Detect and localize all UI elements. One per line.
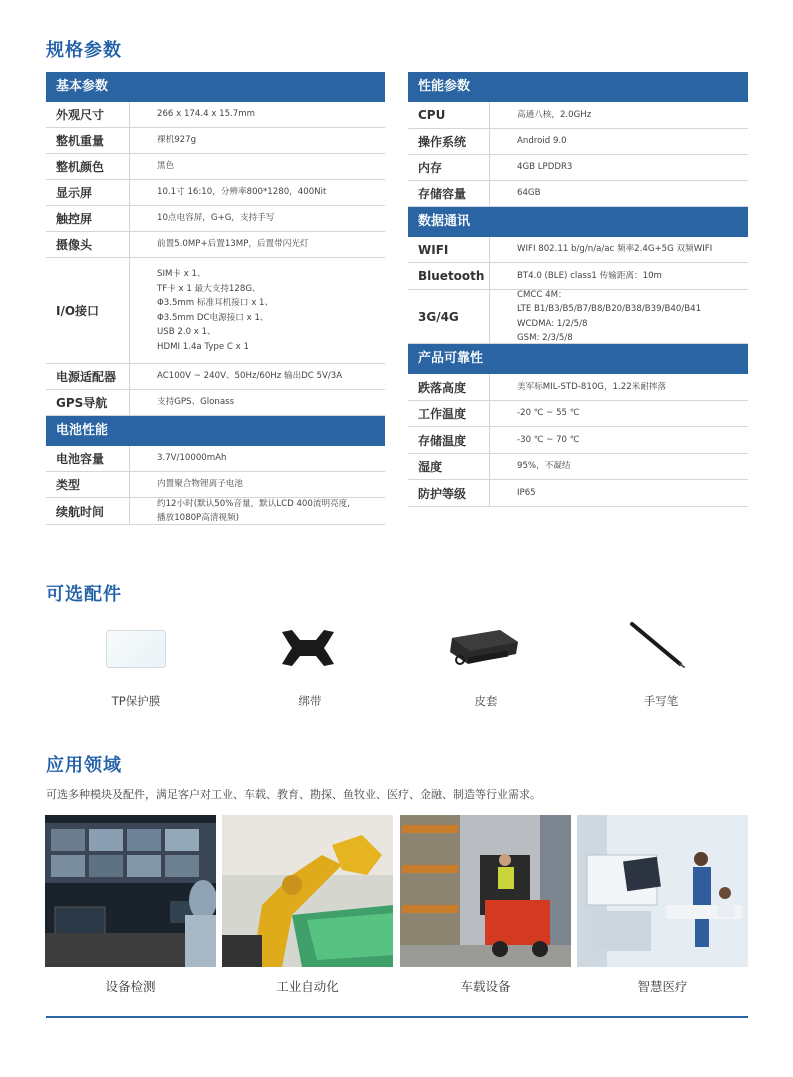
spec-row xyxy=(46,446,385,472)
spec-value xyxy=(490,288,748,346)
spec-value-line: CMCC 4M： xyxy=(517,289,567,300)
spec-value-line: Android 9.0 xyxy=(517,136,567,147)
spec-value xyxy=(490,242,748,257)
smart-healthcare-photo xyxy=(577,815,748,967)
spec-value-line: -20 ℃ ~ 55 ℃ xyxy=(517,408,580,419)
spec-value-line: IP65 xyxy=(517,487,536,498)
spec-value-line: 支持GPS、Glonass xyxy=(157,397,235,408)
spec-value xyxy=(130,237,385,252)
spec-value xyxy=(130,211,385,226)
spec-key: GPS导航 xyxy=(46,390,130,415)
spec-value-line: 64GB xyxy=(517,188,541,199)
bottom-divider xyxy=(46,1016,748,1018)
spec-row xyxy=(46,472,385,498)
spec-key: 湿度 xyxy=(408,454,490,479)
spec-value xyxy=(490,186,748,201)
communication-table xyxy=(408,237,748,344)
spec-value xyxy=(490,380,748,395)
spec-row xyxy=(408,427,748,454)
spec-key: Bluetooth xyxy=(408,263,490,289)
basic-params-table xyxy=(46,102,385,416)
spec-key: 存储温度 xyxy=(408,427,490,453)
accessory-label: 手写笔 xyxy=(643,694,679,708)
spec-value xyxy=(130,369,385,384)
spec-value-line: 约12小时(默认50%音量，默认LCD 400流明亮度, xyxy=(157,498,350,509)
left-spec-column xyxy=(46,72,385,525)
applications-description: 可选多种模块及配件，满足客户对工业、车载、教育、勘探、鱼牧业、医疗、金融、制造等行业需求。 xyxy=(46,788,541,801)
performance-header: 性能参数 xyxy=(408,72,748,102)
spec-value xyxy=(490,406,748,421)
spec-value-line: BT4.0 (BLE) class1 传输距离：10m xyxy=(517,270,662,281)
spec-value-line: 内置聚合物锂离子电池 xyxy=(157,479,243,490)
spec-value xyxy=(130,107,385,122)
spec-value xyxy=(490,160,748,175)
spec-value-line: 播放1080P高清视频) xyxy=(157,513,239,523)
spec-value xyxy=(490,459,748,474)
spec-key: 内存 xyxy=(408,155,490,180)
spec-value-line: SIM卡 x 1、 xyxy=(157,269,206,279)
spec-row xyxy=(408,480,748,507)
spec-value-line: 266 x 174.4 x 15.7mm xyxy=(157,109,255,120)
spec-key: 存储容量 xyxy=(408,181,490,206)
spec-value xyxy=(130,477,385,492)
application-label: 车载设备 xyxy=(460,979,511,994)
spec-row xyxy=(46,180,385,206)
spec-key: WIFI xyxy=(408,237,490,262)
spec-value-line: WIFI 802.11 b/g/n/a/ac 频率2.4G+5G 双频WIFI xyxy=(517,244,713,255)
spec-value-line: 高通八核，2.0GHz xyxy=(517,109,592,120)
accessories-title: 可选配件 xyxy=(46,584,122,605)
spec-value-line: 裸机927g xyxy=(157,135,197,146)
spec-value-line: 前置5.0MP+后置13MP，后置带闪光灯 xyxy=(157,239,309,250)
spec-key: 跌落高度 xyxy=(408,374,490,400)
spec-value xyxy=(130,267,385,354)
spec-value-line: USB 2.0 x 1、 xyxy=(157,327,216,337)
spec-value xyxy=(490,269,748,284)
leather-case-image xyxy=(444,624,524,672)
spec-key: 触控屏 xyxy=(46,206,130,231)
spec-key: 电池容量 xyxy=(46,446,130,471)
spec-key: 整机重量 xyxy=(46,128,130,153)
reliability-table xyxy=(408,374,748,507)
accessory-label: 皮套 xyxy=(474,694,498,708)
spec-row xyxy=(46,128,385,154)
performance-table xyxy=(408,102,748,207)
strap-image xyxy=(278,626,338,670)
spec-value-line: 黑色 xyxy=(157,161,175,172)
spec-value-line: 美军标MIL-STD-810G，1.22米耐摔落 xyxy=(517,381,667,392)
spec-value xyxy=(490,433,748,448)
application-label: 工业自动化 xyxy=(276,979,339,994)
spec-row xyxy=(46,154,385,180)
industrial-automation-photo xyxy=(222,815,393,967)
spec-row xyxy=(408,290,748,344)
spec-value xyxy=(130,159,385,174)
spec-value-line: TF卡 x 1 最大支持128G、 xyxy=(157,283,261,294)
spec-row xyxy=(408,129,748,155)
spec-value-line: HDMI 1.4a Type C x 1 xyxy=(157,341,249,352)
spec-row xyxy=(408,181,748,207)
spec-row xyxy=(46,498,385,525)
spec-row xyxy=(408,102,748,129)
application-label: 设备检测 xyxy=(105,979,156,994)
spec-row xyxy=(408,263,748,290)
spec-key: 整机颜色 xyxy=(46,154,130,179)
spec-value xyxy=(130,395,385,410)
spec-row xyxy=(46,390,385,416)
spec-row xyxy=(46,232,385,258)
spec-value xyxy=(130,497,385,526)
battery-table xyxy=(46,446,385,525)
equipment-inspection-photo xyxy=(45,815,216,967)
spec-key: 防护等级 xyxy=(408,480,490,506)
spec-key: 摄像头 xyxy=(46,232,130,257)
spec-title: 规格参数 xyxy=(46,40,122,61)
spec-row xyxy=(408,454,748,480)
spec-row xyxy=(408,155,748,181)
reliability-header: 产品可靠性 xyxy=(408,344,748,374)
spec-row xyxy=(46,364,385,390)
accessory-label: TP保护膜 xyxy=(111,694,161,708)
spec-value-line: 10点电容屏，G+G，支持手写 xyxy=(157,213,275,224)
basic-params-header: 基本参数 xyxy=(46,72,385,102)
battery-header: 电池性能 xyxy=(46,416,385,446)
spec-row xyxy=(46,258,385,364)
spec-row xyxy=(408,374,748,401)
spec-value xyxy=(130,133,385,148)
spec-key: 电源适配器 xyxy=(46,364,130,389)
spec-value xyxy=(490,486,748,501)
spec-value xyxy=(490,108,748,123)
spec-key: I/O接口 xyxy=(46,258,130,363)
spec-value-line: 95%，不凝结 xyxy=(517,461,571,472)
spec-value-line: Φ3.5mm 标准耳机接口 x 1、 xyxy=(157,298,274,308)
spec-row xyxy=(408,237,748,263)
spec-key: 3G/4G xyxy=(408,290,490,343)
spec-value xyxy=(130,451,385,466)
right-spec-column xyxy=(408,72,748,507)
spec-value-line: 3.7V/10000mAh xyxy=(157,453,227,464)
communication-header: 数据通讯 xyxy=(408,207,748,237)
spec-value-line: GSM: 2/3/5/8 xyxy=(517,333,573,343)
spec-value-line: 4GB LPDDR3 xyxy=(517,162,573,173)
spec-key: 操作系统 xyxy=(408,129,490,154)
spec-value-line: AC100V ~ 240V、50Hz/60Hz 输出DC 5V/3A xyxy=(157,371,343,382)
applications-title: 应用领域 xyxy=(46,755,122,776)
spec-value-line: WCDMA: 1/2/5/8 xyxy=(517,318,588,329)
tp-film-image xyxy=(106,630,166,668)
stylus-image xyxy=(628,620,688,670)
spec-row xyxy=(46,102,385,128)
accessory-label: 绑带 xyxy=(298,694,322,708)
spec-key: 显示屏 xyxy=(46,180,130,205)
vehicle-equipment-photo xyxy=(400,815,571,967)
spec-key: 类型 xyxy=(46,472,130,497)
spec-key: 工作温度 xyxy=(408,401,490,426)
spec-row xyxy=(46,206,385,232)
application-label: 智慧医疗 xyxy=(637,979,688,994)
spec-value xyxy=(490,134,748,149)
spec-value-line: 10.1寸 16:10，分辨率800*1280，400Nit xyxy=(157,187,327,198)
spec-value xyxy=(130,185,385,200)
spec-key: CPU xyxy=(408,102,490,128)
spec-key: 外观尺寸 xyxy=(46,102,130,127)
spec-value-line: Φ3.5mm DC电源接口 x 1、 xyxy=(157,312,269,323)
spec-row xyxy=(408,401,748,427)
spec-value-line: LTE B1/B3/B5/B7/B8/B20/B38/B39/B40/B41 xyxy=(517,304,702,314)
spec-value-line: -30 ℃ ~ 70 ℃ xyxy=(517,434,580,445)
spec-key: 续航时间 xyxy=(46,498,130,524)
